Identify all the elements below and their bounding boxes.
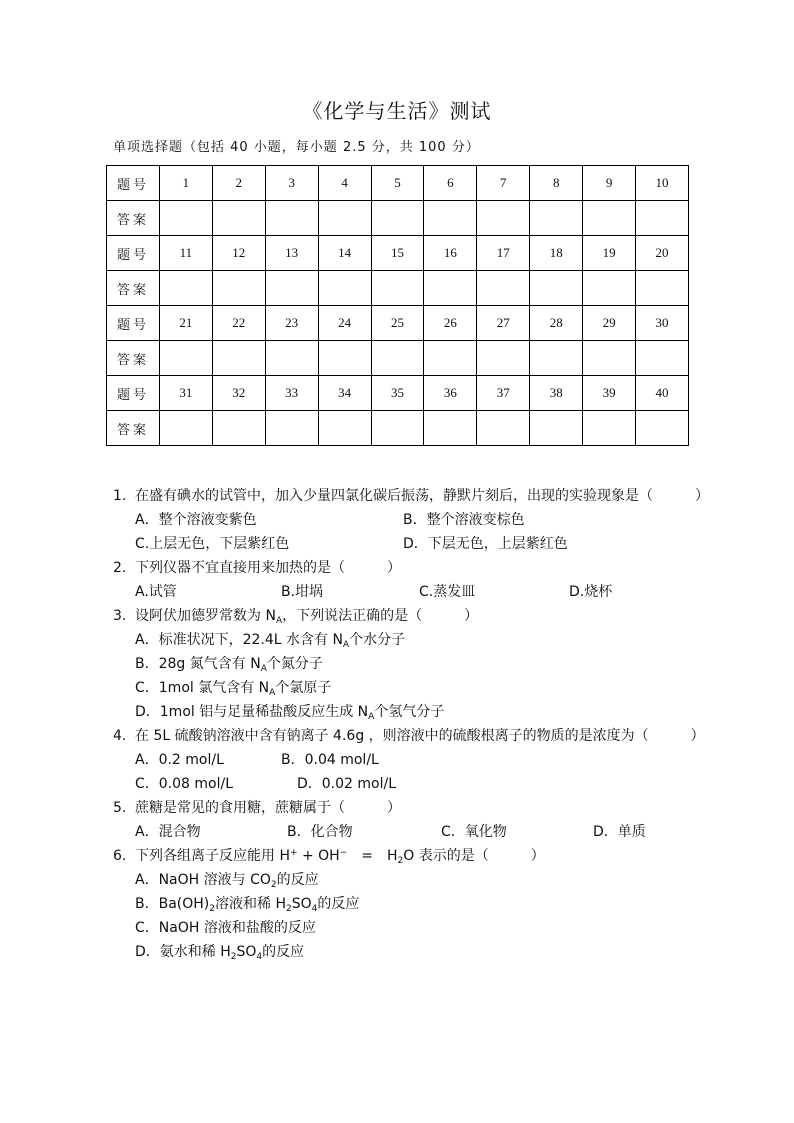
- grid-row-label: 答案: [107, 201, 160, 236]
- question-number-cell: 11: [159, 236, 212, 271]
- question-number-cell: 23: [265, 306, 318, 341]
- option-c: C.上层无色，下层紫红色: [135, 536, 290, 552]
- question-list: [113, 484, 709, 964]
- question-number: 1.: [113, 488, 127, 504]
- option-b: B．28g 氮气含有 $N_A$个氮分子: [135, 656, 323, 674]
- answer-cell[interactable]: [583, 341, 636, 376]
- option-c: C．0.08 mol/L: [135, 776, 234, 792]
- question-number: 3.: [113, 608, 127, 624]
- grid-row-label: 题号: [107, 306, 160, 341]
- answer-cell[interactable]: [636, 411, 689, 446]
- grid-answer-row: [107, 271, 689, 306]
- question-number-cell: 9: [583, 166, 636, 201]
- answer-cell[interactable]: [318, 411, 371, 446]
- answer-cell[interactable]: [636, 341, 689, 376]
- option-c: C．氧化物: [441, 824, 507, 840]
- grid-answer-row: [107, 411, 689, 446]
- answer-cell[interactable]: [530, 201, 583, 236]
- question-number-cell: 40: [636, 376, 689, 411]
- question-number-cell: 18: [530, 236, 583, 271]
- answer-cell[interactable]: [424, 271, 477, 306]
- question-stem: 下列仪器不宜直接用来加热的是（ ）: [135, 560, 401, 576]
- grid-row-label: 题号: [107, 166, 160, 201]
- question-number-cell: 21: [159, 306, 212, 341]
- grid-answer-row: [107, 341, 689, 376]
- question-number-cell: 1: [159, 166, 212, 201]
- question-number-cell: 22: [212, 306, 265, 341]
- question-number-cell: 6: [424, 166, 477, 201]
- answer-cell[interactable]: [424, 411, 477, 446]
- question-5: [113, 796, 703, 844]
- answer-cell[interactable]: [636, 201, 689, 236]
- question-number-cell: 34: [318, 376, 371, 411]
- option-b: B．整个溶液变棕色: [403, 512, 525, 528]
- answer-cell[interactable]: [159, 411, 212, 446]
- question-number-cell: 37: [477, 376, 530, 411]
- answer-cell[interactable]: [424, 341, 477, 376]
- option-d: D．0.02 mol/L: [297, 776, 397, 792]
- option-d: D．下层无色，上层紫红色: [403, 536, 568, 552]
- question-number-cell: 25: [371, 306, 424, 341]
- option-b: B．0.04 mol/L: [281, 752, 379, 768]
- answer-cell[interactable]: [371, 411, 424, 446]
- answer-cell[interactable]: [530, 341, 583, 376]
- option-a: A．0.2 mol/L: [135, 752, 224, 768]
- answer-cell[interactable]: [477, 341, 530, 376]
- grid-row-label: 答案: [107, 271, 160, 306]
- question-number-cell: 13: [265, 236, 318, 271]
- answer-cell[interactable]: [212, 411, 265, 446]
- answer-cell[interactable]: [583, 271, 636, 306]
- option-a: A．NaOH 溶液与 $CO_2$的反应: [135, 872, 319, 890]
- answer-cell[interactable]: [265, 271, 318, 306]
- option-d: D．氨水和稀 $H_2SO_4$的反应: [135, 944, 305, 962]
- question-number: 6.: [113, 848, 127, 864]
- option-a: A．标准状况下，22.4L 水含有 $N_A$个水分子: [135, 632, 406, 650]
- grid-number-row: [107, 236, 689, 271]
- question-number-cell: 17: [477, 236, 530, 271]
- question-number-cell: 28: [530, 306, 583, 341]
- answer-cell[interactable]: [212, 341, 265, 376]
- question-1: [113, 484, 709, 556]
- question-6: [113, 844, 703, 964]
- section-heading: 单项选择题（包括 40 小题，每小题 2.5 分，共 100 分）: [113, 140, 480, 155]
- question-number-cell: 35: [371, 376, 424, 411]
- grid-row-label: 答案: [107, 411, 160, 446]
- option-c: C.蒸发皿: [419, 584, 476, 600]
- question-number-cell: 31: [159, 376, 212, 411]
- option-c: C．1mol 氯气含有 $N_A$个氯原子: [135, 680, 332, 698]
- option-c: C．NaOH 溶液和盐酸的反应: [135, 920, 316, 936]
- answer-cell[interactable]: [212, 271, 265, 306]
- option-a: A．整个溶液变紫色: [135, 512, 257, 528]
- question-number: 5.: [113, 800, 127, 816]
- page-title: 《化学与生活》测试: [302, 99, 492, 123]
- answer-cell[interactable]: [212, 201, 265, 236]
- question-number-cell: 16: [424, 236, 477, 271]
- question-number-cell: 39: [583, 376, 636, 411]
- answer-cell[interactable]: [265, 411, 318, 446]
- answer-cell[interactable]: [371, 201, 424, 236]
- option-d: D．单质: [593, 824, 646, 840]
- answer-cell[interactable]: [477, 201, 530, 236]
- question-3: [113, 604, 703, 724]
- option-d: D.烧杯: [569, 584, 613, 600]
- question-number-cell: 3: [265, 166, 318, 201]
- answer-cell[interactable]: [477, 271, 530, 306]
- answer-cell[interactable]: [159, 341, 212, 376]
- question-number-cell: 4: [318, 166, 371, 201]
- grid-number-row: [107, 166, 689, 201]
- question-number-cell: 27: [477, 306, 530, 341]
- grid-row-label: 题号: [107, 236, 160, 271]
- question-number-cell: 36: [424, 376, 477, 411]
- question-number-cell: 10: [636, 166, 689, 201]
- question-number-cell: 20: [636, 236, 689, 271]
- option-b: B.坩埚: [281, 584, 324, 600]
- question-number-cell: 5: [371, 166, 424, 201]
- option-a: A.试管: [135, 584, 177, 600]
- answer-cell[interactable]: [318, 341, 371, 376]
- question-number: 4.: [113, 728, 127, 744]
- answer-cell[interactable]: [371, 271, 424, 306]
- answer-cell[interactable]: [159, 271, 212, 306]
- option-b: B．化合物: [287, 824, 353, 840]
- grid-number-row: [107, 306, 689, 341]
- answer-cell[interactable]: [477, 411, 530, 446]
- question-stem: 蔗糖是常见的食用糖，蔗糖属于（ ）: [135, 800, 401, 816]
- question-stem: 在 5L 硫酸钠溶液中含有钠离子 4.6g ，则溶液中的硫酸根离子的物质的是浓度为（ ）: [135, 728, 705, 744]
- question-number-cell: 7: [477, 166, 530, 201]
- question-number-cell: 2: [212, 166, 265, 201]
- question-4: [113, 724, 703, 796]
- option-d: D．1mol 铝与足量稀盐酸反应生成 $N_A$个氢气分子: [135, 704, 445, 722]
- question-number-cell: 26: [424, 306, 477, 341]
- question-number-cell: 29: [583, 306, 636, 341]
- question-2: [113, 556, 703, 604]
- question-number-cell: 30: [636, 306, 689, 341]
- question-stem: 设阿伏加德罗常数为 $N_A$，下列说法正确的是（ ）: [135, 608, 479, 626]
- question-number-cell: 8: [530, 166, 583, 201]
- answer-grid-table: [106, 165, 689, 446]
- grid-row-label: 答案: [107, 341, 160, 376]
- answer-cell[interactable]: [159, 201, 212, 236]
- answer-cell[interactable]: [530, 411, 583, 446]
- answer-cell[interactable]: [318, 201, 371, 236]
- grid-number-row: [107, 376, 689, 411]
- question-number-cell: 19: [583, 236, 636, 271]
- question-number: 2.: [113, 560, 127, 576]
- answer-cell[interactable]: [265, 201, 318, 236]
- answer-cell[interactable]: [318, 271, 371, 306]
- question-number-cell: 32: [212, 376, 265, 411]
- question-number-cell: 24: [318, 306, 371, 341]
- question-number-cell: 15: [371, 236, 424, 271]
- grid-row-label: 题号: [107, 376, 160, 411]
- answer-cell[interactable]: [583, 201, 636, 236]
- question-number-cell: 12: [212, 236, 265, 271]
- answer-cell[interactable]: [636, 271, 689, 306]
- answer-cell[interactable]: [583, 411, 636, 446]
- option-b: B．$Ba(OH)_2$溶液和稀 $H_2SO_4$的反应: [135, 896, 360, 914]
- question-number-cell: 38: [530, 376, 583, 411]
- answer-cell[interactable]: [371, 341, 424, 376]
- grid-answer-row: [107, 201, 689, 236]
- answer-cell[interactable]: [265, 341, 318, 376]
- question-stem: 在盛有碘水的试管中，加入少量四氯化碳后振荡，静默片刻后，出现的实验现象是（ ）: [135, 488, 709, 504]
- question-number-cell: 14: [318, 236, 371, 271]
- answer-cell[interactable]: [530, 271, 583, 306]
- question-number-cell: 33: [265, 376, 318, 411]
- answer-cell[interactable]: [424, 201, 477, 236]
- question-stem: 下列各组离子反应能用 H+ + OH− = $H_2O$ 表示的是（ ）: [135, 848, 545, 866]
- option-a: A．混合物: [135, 824, 201, 840]
